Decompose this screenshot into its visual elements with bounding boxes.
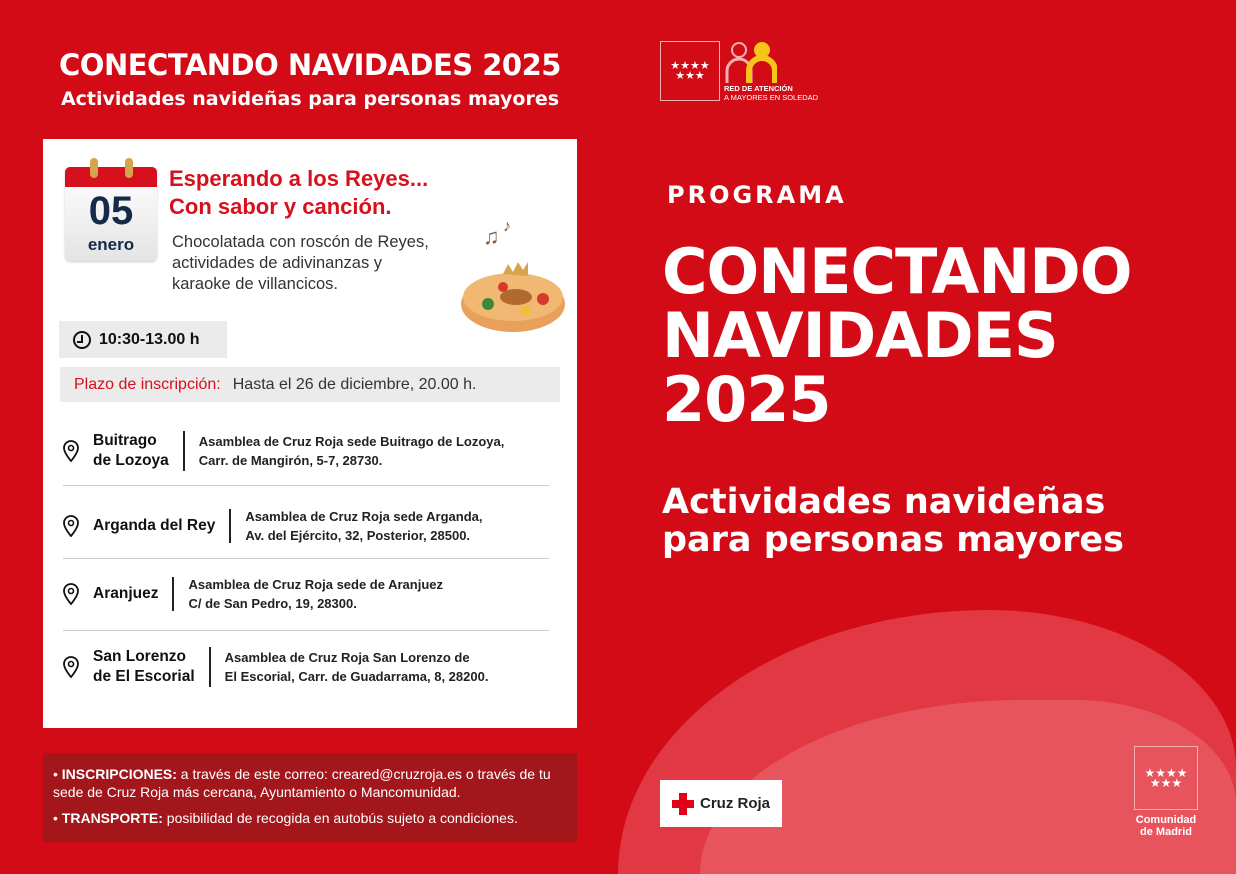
- location-name: Buitrago de Lozoya: [93, 431, 185, 471]
- location-address: Asamblea de Cruz Roja sede de Aranjuez C/ de San Pedro, 19, 28300.: [188, 577, 444, 611]
- main-subtitle: Actividades navideñas para personas mayores: [662, 482, 1124, 560]
- location-name: San Lorenzo de El Escorial: [93, 647, 211, 687]
- calendar-ring: [125, 158, 133, 178]
- comunidad-madrid-text: Comunidad de Madrid: [1135, 814, 1197, 838]
- location-address: Asamblea de Cruz Roja San Lorenzo de El Escorial, Carr. de Guadarrama, 8, 28200.: [224, 650, 489, 684]
- calendar-ring: [90, 158, 98, 178]
- cruz-roja-logo: [660, 780, 782, 827]
- event-month: enero: [87, 235, 135, 254]
- info-box: [43, 753, 577, 842]
- red-cross-icon: [672, 793, 694, 815]
- event-day: 05: [88, 189, 134, 233]
- clock-icon: [73, 331, 91, 349]
- deadline-value: Hasta el 26 de diciembre, 20.00 h.: [232, 375, 477, 393]
- divider: [63, 630, 549, 631]
- map-pin-icon: [63, 583, 79, 605]
- calendar-icon: [65, 167, 157, 261]
- header-subtitle: Actividades navideñas para personas mayores: [60, 88, 560, 110]
- map-pin-icon: [63, 515, 79, 537]
- registration-deadline: [60, 367, 560, 402]
- divider: [63, 485, 549, 486]
- transport-info: • TRANSPORTE: posibilidad de recogida en autobús sujeto a condiciones.: [53, 810, 518, 826]
- event-title: Esperando a los Reyes... Con sabor y canción.: [169, 166, 429, 219]
- main-title: CONECTANDO NAVIDADES 2025: [662, 235, 1132, 436]
- svg-text:♪: ♪: [503, 218, 511, 235]
- location-item: [63, 507, 549, 545]
- map-pin-icon: [63, 656, 79, 678]
- location-name: Arganda del Rey: [93, 509, 231, 543]
- location-address: Asamblea de Cruz Roja sede Buitrago de Lozoya, Carr. de Mangirón, 5-7, 28730.: [198, 434, 505, 468]
- cruz-roja-text: Cruz Roja: [699, 795, 770, 812]
- divider: [63, 558, 549, 559]
- event-time: [59, 321, 227, 358]
- comunidad-madrid-logo-bottom: ★★★★ ★★★: [1134, 746, 1198, 810]
- roscon-illustration: [458, 209, 568, 334]
- location-item: [63, 647, 549, 687]
- red-atencion-text: RED DE ATENCIÓN A MAYORES EN SOLEDAD: [724, 84, 819, 102]
- comunidad-madrid-logo: ★★★★ ★★★: [660, 41, 720, 101]
- event-card: [43, 139, 577, 728]
- program-label: PROGRAMA: [667, 181, 847, 209]
- deadline-label: Plazo de inscripción:: [74, 375, 221, 393]
- red-atencion-logo: [725, 41, 777, 83]
- svg-text:♫: ♫: [483, 224, 500, 249]
- event-time-text: 10:30-13.00 h: [99, 330, 200, 348]
- registration-info: • INSCRIPCIONES: a través de este correo: creared@cruzroja.es o través de tu sede de Cruz Roja más cercana, Ayuntamiento o Mancomunidad.: [53, 766, 551, 800]
- calendar-bar: [65, 167, 157, 187]
- event-description: Chocolatada con roscón de Reyes, actividades de adivinanzas y karaoke de villancicos.: [172, 233, 429, 293]
- location-item: [63, 575, 549, 613]
- header-title: CONECTANDO NAVIDADES 2025: [59, 48, 561, 82]
- location-address: Asamblea de Cruz Roja sede Arganda, Av. del Ejército, 32, Posterior, 28500.: [245, 509, 483, 543]
- map-pin-icon: [63, 440, 79, 462]
- location-name: Aranjuez: [93, 577, 174, 611]
- location-item: [63, 431, 549, 471]
